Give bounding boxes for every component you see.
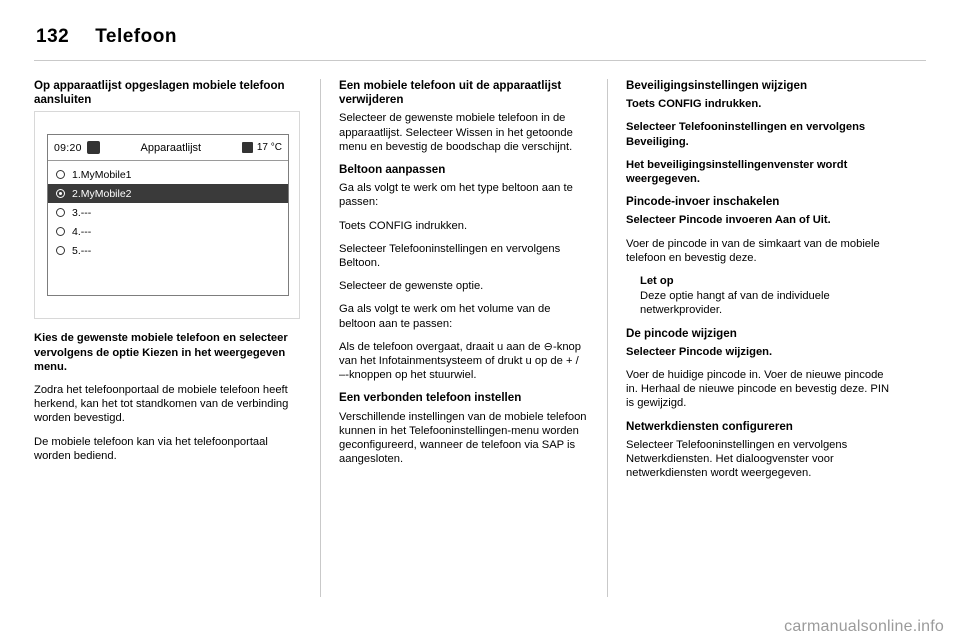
screen-status-bar: [48, 135, 288, 161]
clock-icon: [87, 141, 100, 154]
list-item-label: 1.MyMobile1: [72, 168, 132, 181]
column3-heading-4: Netwerkdiensten configureren: [626, 419, 793, 433]
column2-paragraph-1: Selecteer de gewenste mobiele telefoon in de apparaatlijst. Selecteer Wissen in het getoonde menu en bevestig de boodschap die verschijnt.: [339, 112, 573, 153]
infotainment-screen: [47, 134, 289, 296]
column2-heading-3: Een verbonden telefoon instellen: [339, 391, 522, 405]
column1-paragraph-3: De mobiele telefoon kan via het telefoonportaal worden bediend.: [34, 435, 268, 462]
column1-paragraph-2: Zodra het telefoonportaal de mobiele telefoon heeft herkend, kan het tot standkomen van de verbinding worden bevestigd.: [34, 384, 289, 425]
radio-icon: [56, 189, 65, 198]
chapter-title: Telefoon: [95, 26, 177, 47]
column3-paragraph-1: Toets CONFIG indrukken.: [626, 98, 762, 111]
column3-paragraph-8: Selecteer Telefooninstellingen en vervolgens Netwerkdiensten. Het dialoogvenster voor netwerkdiensten wordt weergegeven.: [626, 438, 848, 480]
note-title: Let op: [640, 275, 674, 288]
column2-paragraph-4: Selecteer Telefooninstellingen en vervolgens Beltoon.: [339, 242, 561, 270]
column2-paragraph-6: Ga als volgt te werk om het volume van de beltoon aan te passen:: [339, 303, 551, 330]
column2-paragraph-5: Selecteer de gewenste optie.: [339, 280, 484, 293]
column2-paragraph-3: Toets CONFIG indrukken.: [339, 219, 468, 232]
list-item-label: 3.---: [72, 206, 92, 219]
column1-paragraph-1: Kies de gewenste mobiele telefoon en selecteer vervolgens de optie Kiezen in het weergegeven menu.: [34, 332, 288, 373]
list-item[interactable]: [48, 241, 288, 260]
page-number: 132: [36, 26, 70, 47]
list-item[interactable]: [48, 203, 288, 222]
page-columns: [34, 79, 926, 599]
phone-icon: [242, 142, 253, 153]
column1-heading: Op apparaatlijst opgeslagen mobiele telefoon aansluiten: [34, 79, 285, 107]
watermark: carmanualsonline.info: [784, 618, 944, 635]
radio-icon: [56, 246, 65, 255]
list-item[interactable]: [48, 165, 288, 184]
column3-heading-3: De pincode wijzigen: [626, 326, 737, 340]
column3-paragraph-4: Selecteer Pincode invoeren Aan of Uit.: [626, 214, 831, 227]
page-header: [34, 26, 926, 48]
note-text: Deze optie hangt af van de individuele netwerkprovider.: [640, 290, 830, 317]
column2-paragraph-2: Ga als volgt te werk om het type beltoon aan te passen:: [339, 182, 573, 209]
note-block: [640, 274, 894, 318]
device-list: [48, 161, 288, 260]
list-item-label: 5.---: [72, 244, 92, 257]
screen-title: Apparaatlijst: [140, 141, 202, 154]
radio-icon: [56, 227, 65, 236]
list-item-label: 4.---: [72, 225, 92, 238]
radio-icon: [56, 208, 65, 217]
column3-heading-1: Beveiligingsinstellingen wijzigen: [626, 79, 808, 92]
list-item-label: 2.MyMobile2: [72, 187, 132, 200]
column3-paragraph-7: Voer de huidige pincode in. Voer de nieuwe pincode in. Herhaal de nieuwe pincode en bevestig deze. PIN is gewijzigd.: [626, 369, 890, 410]
list-item[interactable]: [48, 184, 288, 203]
device-list-figure: [34, 111, 300, 319]
column-2: [321, 79, 607, 599]
radio-icon: [56, 170, 65, 179]
list-item[interactable]: [48, 222, 288, 241]
temperature-label: 17 °C: [256, 142, 282, 154]
column2-heading-2: Beltoon aanpassen: [339, 163, 446, 177]
column-3: [608, 79, 894, 599]
column3-heading-2: Pincode-invoer inschakelen: [626, 195, 780, 209]
column3-paragraph-5: Voer de pincode in van de simkaart van de mobiele telefoon en bevestig deze.: [626, 237, 880, 264]
column3-paragraph-2: Selecteer Telefooninstellingen en vervolgens Beveiliging.: [626, 121, 866, 148]
column3-paragraph-6: Selecteer Pincode wijzigen.: [626, 345, 773, 358]
column2-paragraph-8: Verschillende instellingen van de mobiele telefoon kunnen in het Telefooninstellingen-menu worden geconfigureerd, wanneer de telefoon via SAP is aangesloten.: [339, 410, 587, 466]
column-1: [34, 79, 320, 599]
screen-temperature: [242, 142, 282, 153]
clock-label: 09:20: [54, 141, 82, 154]
column3-paragraph-3: Het beveiligingsinstellingenvenster wordt weergegeven.: [626, 158, 848, 186]
column2-heading-1: Een mobiele telefoon uit de apparaatlijst verwijderen: [339, 79, 562, 107]
header-divider: [34, 60, 926, 61]
column2-paragraph-7: Als de telefoon overgaat, draait u aan de ⊖-knop van het Infotainmentsysteem of drukt u op de + / –-knoppen op het stuurwiel.: [339, 340, 581, 382]
